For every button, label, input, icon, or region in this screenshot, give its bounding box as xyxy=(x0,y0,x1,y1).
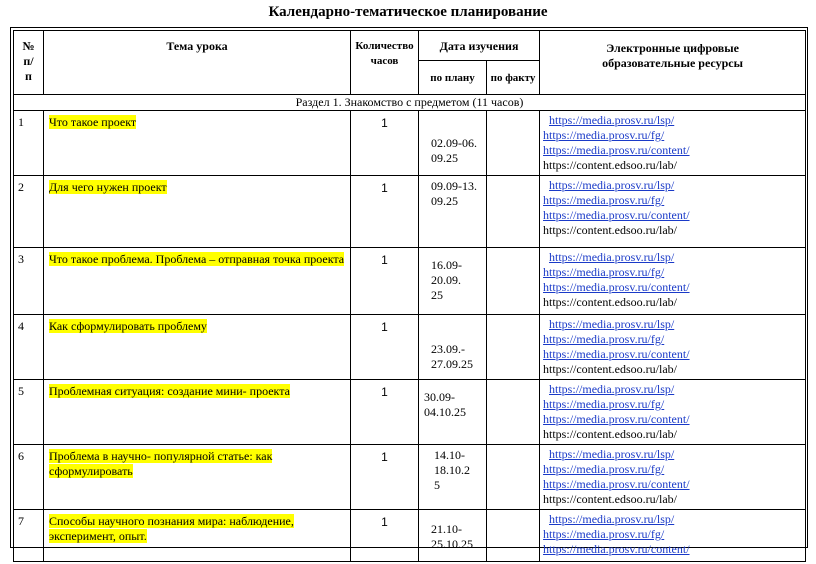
resource-link[interactable]: https://media.prosv.ru/lsp/ xyxy=(549,512,675,526)
table-row xyxy=(14,315,806,380)
resource-text: https://content.edsoo.ru/lab/ xyxy=(543,492,677,506)
resource-link[interactable]: https://media.prosv.ru/content/ xyxy=(543,208,690,222)
resource-link[interactable]: https://media.prosv.ru/fg/ xyxy=(543,397,665,411)
row-plan-date: 21.10- 25.10.25 xyxy=(419,510,487,562)
row-fact-date xyxy=(487,111,540,176)
row-hours: 1 xyxy=(351,176,419,248)
planning-table-frame xyxy=(10,27,808,556)
section-title: Раздел 1. Знакомство с предметом (11 часов) xyxy=(14,95,806,111)
row-plan-date: 09.09-13. 09.25 xyxy=(419,176,487,248)
row-resources xyxy=(540,380,806,445)
row-number: 6 xyxy=(14,445,44,510)
row-number: 3 xyxy=(14,248,44,315)
table-row xyxy=(14,510,806,562)
row-topic: Проблема в научно- популярной статье: как сформулировать xyxy=(44,445,351,510)
row-number: 7 xyxy=(14,510,44,562)
header-fact: по факту xyxy=(487,61,540,95)
row-number: 4 xyxy=(14,315,44,380)
row-hours: 1 xyxy=(351,315,419,380)
row-topic: Проблемная ситуация: создание мини- проекта xyxy=(44,380,351,445)
header-row xyxy=(14,31,806,61)
row-plan-date: 02.09-06. 09.25 xyxy=(419,111,487,176)
row-topic: Что такое проблема. Проблема – отправная точка проекта xyxy=(44,248,351,315)
row-topic: Что такое проект xyxy=(44,111,351,176)
resource-link[interactable]: https://media.prosv.ru/content/ xyxy=(543,542,690,556)
table-row xyxy=(14,111,806,176)
row-fact-date xyxy=(487,248,540,315)
row-resources xyxy=(540,111,806,176)
table-row xyxy=(14,445,806,510)
row-fact-date xyxy=(487,176,540,248)
row-hours: 1 xyxy=(351,445,419,510)
row-hours: 1 xyxy=(351,111,419,176)
row-topic: Способы научного познания мира: наблюдение, эксперимент, опыт. xyxy=(44,510,351,562)
section-row xyxy=(14,95,806,111)
row-fact-date xyxy=(487,445,540,510)
row-resources xyxy=(540,445,806,510)
resource-link[interactable]: https://media.prosv.ru/fg/ xyxy=(543,462,665,476)
resource-link[interactable]: https://media.prosv.ru/lsp/ xyxy=(549,447,675,461)
resource-link[interactable]: https://media.prosv.ru/content/ xyxy=(543,347,690,361)
resource-text: https://content.edsoo.ru/lab/ xyxy=(543,158,677,172)
row-hours: 1 xyxy=(351,248,419,315)
row-fact-date xyxy=(487,510,540,562)
header-hours: Количество часов xyxy=(351,31,419,95)
resource-link[interactable]: https://media.prosv.ru/lsp/ xyxy=(549,382,675,396)
row-resources xyxy=(540,248,806,315)
resource-text: https://content.edsoo.ru/lab/ xyxy=(543,295,677,309)
table-row xyxy=(14,380,806,445)
row-fact-date xyxy=(487,315,540,380)
header-study-dates: Дата изучения xyxy=(419,31,540,61)
row-plan-date: 30.09- 04.10.25 xyxy=(419,380,487,445)
row-topic: Как сформулировать проблему xyxy=(44,315,351,380)
resource-link[interactable]: https://media.prosv.ru/fg/ xyxy=(543,265,665,279)
header-plan: по плану xyxy=(419,61,487,95)
planning-table xyxy=(13,30,806,562)
resource-link[interactable]: https://media.prosv.ru/lsp/ xyxy=(549,178,675,192)
resource-text: https://content.edsoo.ru/lab/ xyxy=(543,362,677,376)
row-resources xyxy=(540,315,806,380)
row-plan-date: 23.09.- 27.09.25 xyxy=(419,315,487,380)
resource-link[interactable]: https://media.prosv.ru/fg/ xyxy=(543,193,665,207)
row-hours: 1 xyxy=(351,380,419,445)
row-number: 5 xyxy=(14,380,44,445)
resource-link[interactable]: https://media.prosv.ru/content/ xyxy=(543,477,690,491)
resource-link[interactable]: https://media.prosv.ru/content/ xyxy=(543,280,690,294)
row-number: 2 xyxy=(14,176,44,248)
row-plan-date: 16.09-20.09. 25 xyxy=(419,248,487,315)
resource-link[interactable]: https://media.prosv.ru/fg/ xyxy=(543,128,665,142)
resource-link[interactable]: https://media.prosv.ru/lsp/ xyxy=(549,250,675,264)
table-row xyxy=(14,176,806,248)
resource-link[interactable]: https://media.prosv.ru/content/ xyxy=(543,143,690,157)
header-topic: Тема урока xyxy=(44,31,351,95)
resource-link[interactable]: https://media.prosv.ru/fg/ xyxy=(543,332,665,346)
row-hours: 1 xyxy=(351,510,419,562)
row-resources xyxy=(540,176,806,248)
resource-link[interactable]: https://media.prosv.ru/fg/ xyxy=(543,527,665,541)
row-fact-date xyxy=(487,380,540,445)
resource-link[interactable]: https://media.prosv.ru/content/ xyxy=(543,412,690,426)
resource-link[interactable]: https://media.prosv.ru/lsp/ xyxy=(549,317,675,331)
table-row xyxy=(14,248,806,315)
resource-link[interactable]: https://media.prosv.ru/lsp/ xyxy=(549,113,675,127)
row-topic: Для чего нужен проект xyxy=(44,176,351,248)
header-resources: Электронные цифровые образовательные ресурсы xyxy=(540,31,806,95)
header-number: № п/ п xyxy=(14,31,44,95)
row-resources xyxy=(540,510,806,562)
page-title: Календарно-тематическое планирование xyxy=(268,4,548,20)
resource-text: https://content.edsoo.ru/lab/ xyxy=(543,223,677,237)
resource-text: https://content.edsoo.ru/lab/ xyxy=(543,427,677,441)
row-plan-date: 14.10- 18.10.2 5 xyxy=(419,445,487,510)
row-number: 1 xyxy=(14,111,44,176)
